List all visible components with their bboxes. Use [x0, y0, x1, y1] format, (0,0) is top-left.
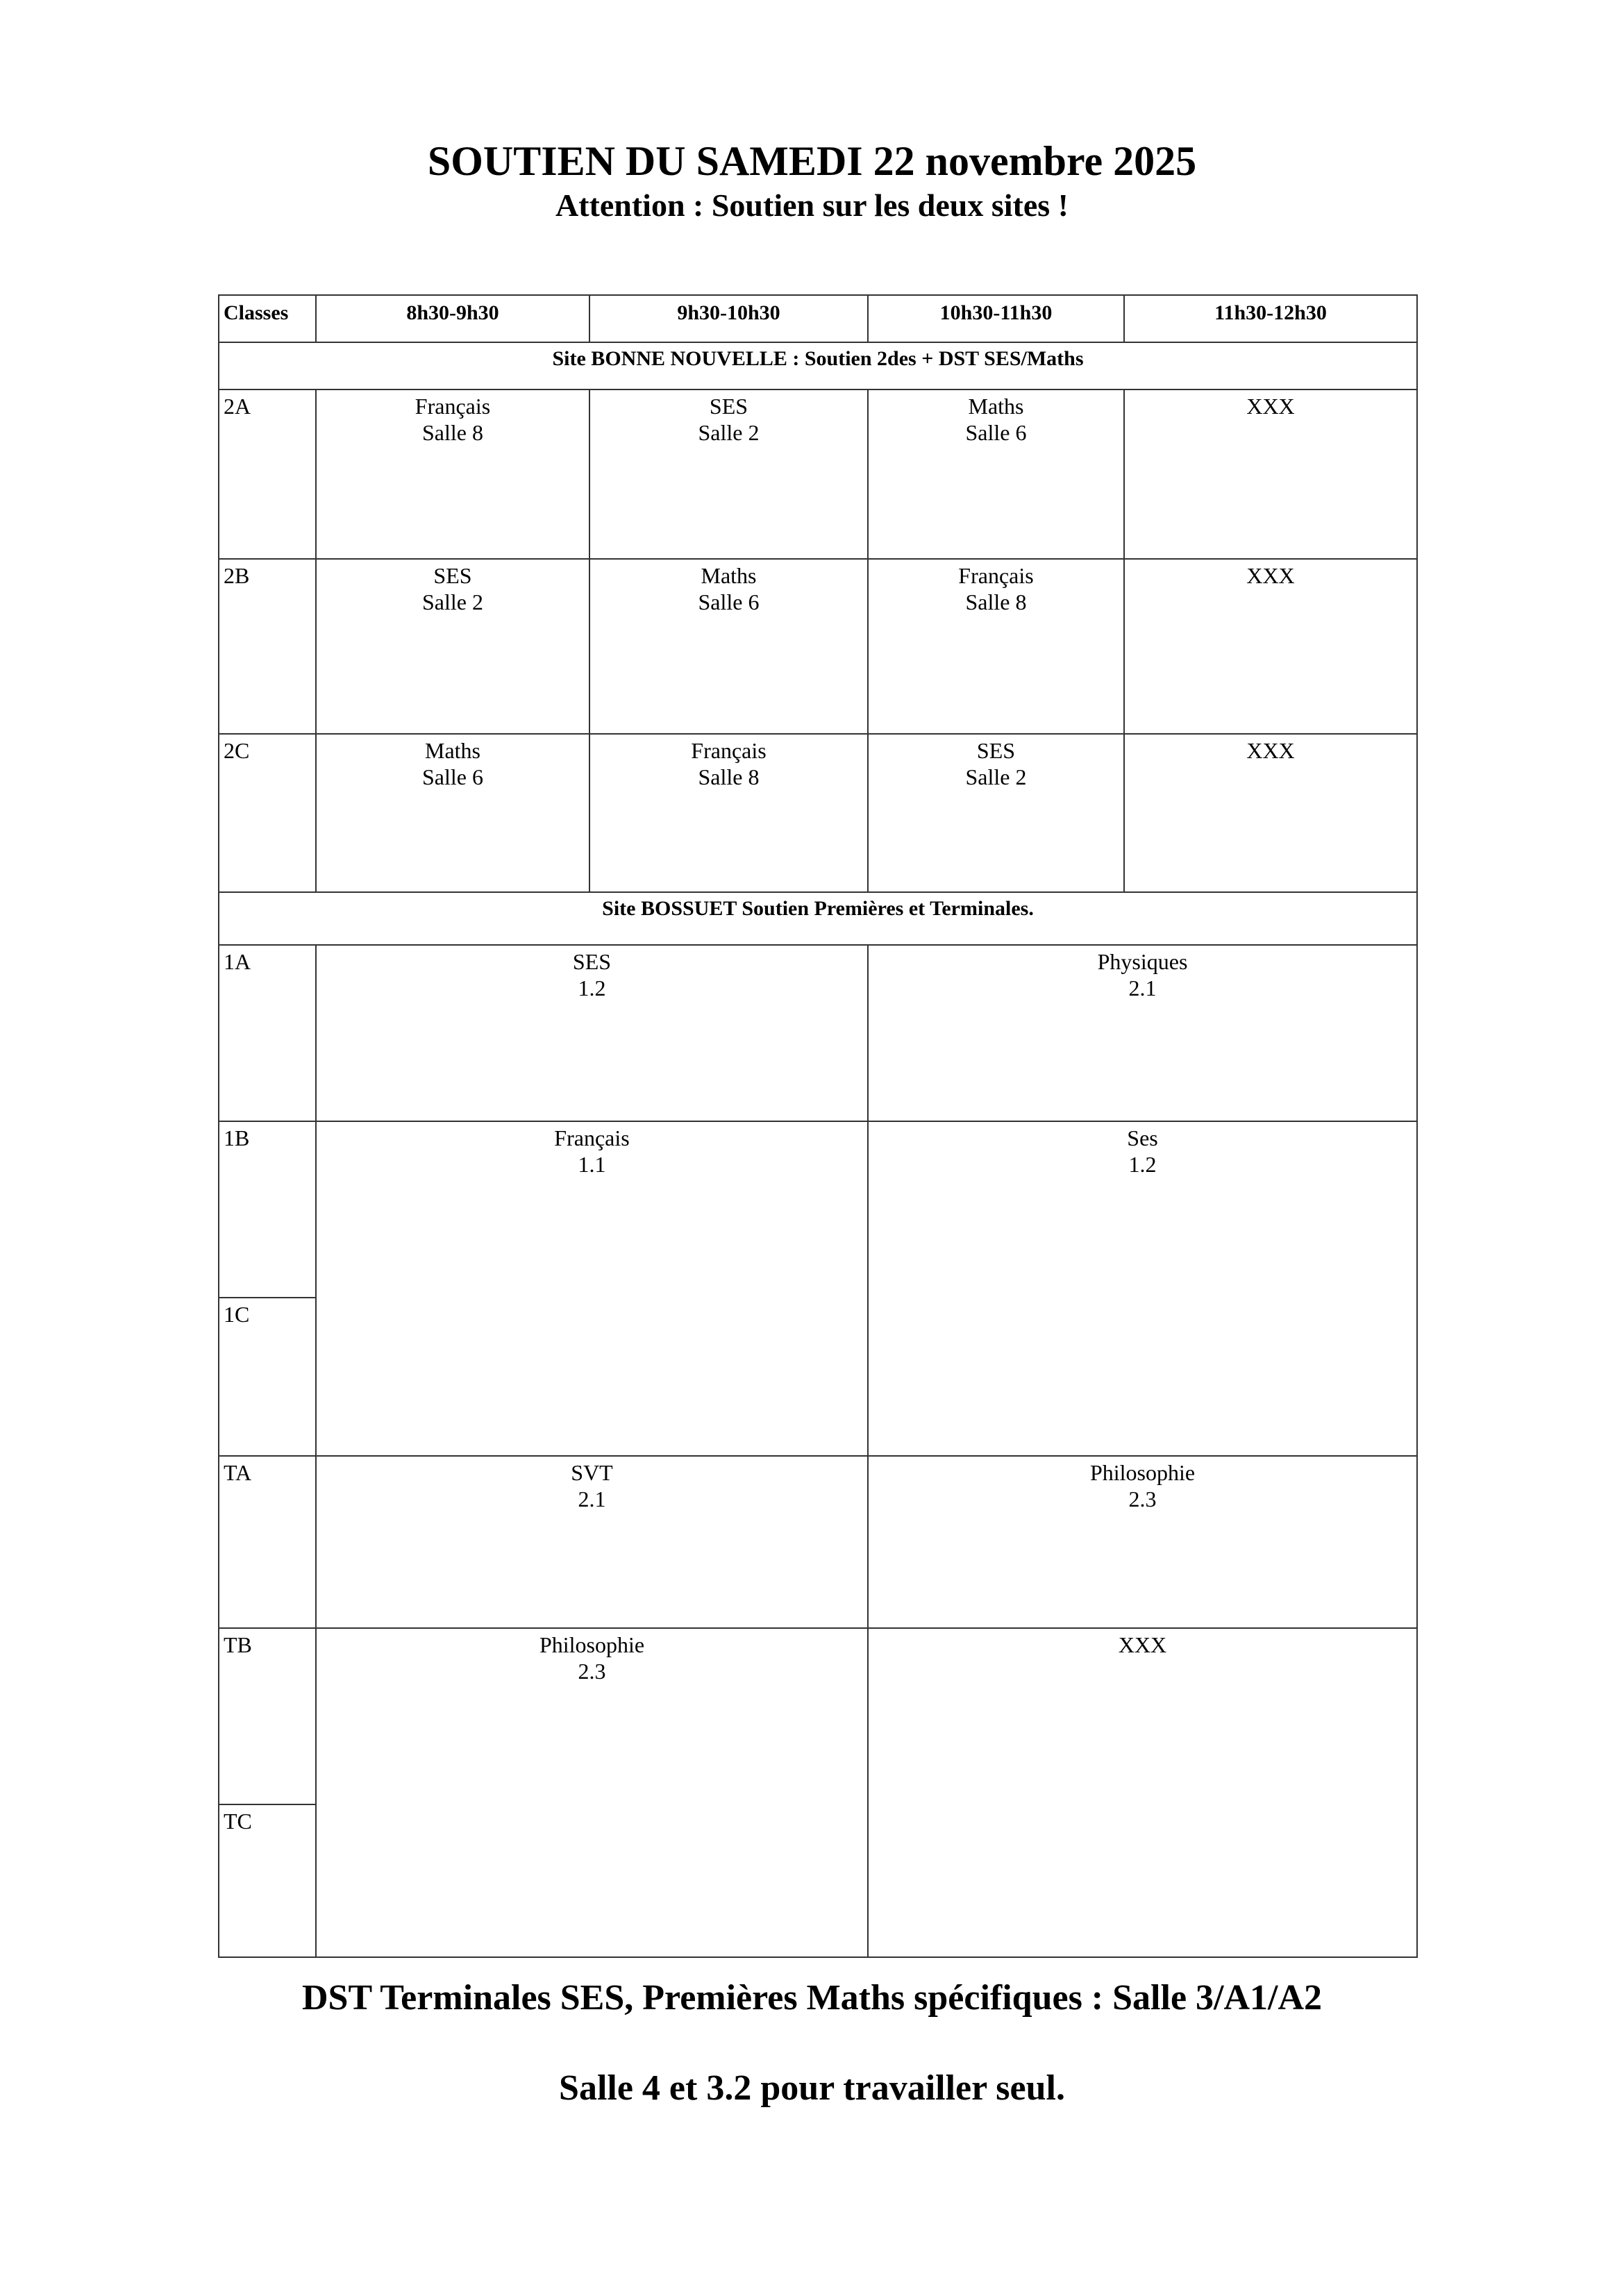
class-label: 2C [219, 734, 316, 892]
column-header-classes: Classes [219, 295, 316, 342]
subject-label: Philosophie [1089, 1460, 1196, 1485]
subject-label: Maths [425, 738, 480, 763]
header-row [219, 295, 1417, 342]
footer-note-dst: DST Terminales SES, Premières Maths spécifiques : Salle 3/A1/A2 [301, 1978, 1323, 2018]
slot-cell [868, 389, 1124, 559]
subject-label: Maths [968, 394, 1024, 419]
site-header-row [219, 342, 1417, 389]
slot-cell [868, 559, 1124, 734]
subject-label: Philosophie [539, 1632, 645, 1657]
slot-cell [868, 1121, 1417, 1456]
column-header-slot-4: 11h30-12h30 [1124, 295, 1417, 342]
room-label: Salle 6 [965, 420, 1027, 445]
table-row [219, 1121, 1417, 1298]
subject-label: XXX [1246, 738, 1295, 763]
room-label: Salle 2 [698, 420, 760, 445]
subject-label: SES [433, 563, 472, 588]
subject-label: SES [572, 949, 612, 974]
slot-cell [1124, 389, 1417, 559]
subject-label: SES [709, 394, 748, 419]
slot-cell [1124, 734, 1417, 892]
room-label: 2.1 [1128, 975, 1157, 1000]
table-row [219, 389, 1417, 559]
slot-cell [1124, 559, 1417, 734]
room-label: 1.1 [578, 1152, 606, 1177]
class-label: TB [219, 1628, 316, 1804]
slot-cell [316, 734, 589, 892]
subject-label: XXX [1246, 394, 1295, 419]
slot-cell [589, 559, 868, 734]
column-header-slot-2: 9h30-10h30 [589, 295, 868, 342]
slot-cell [868, 945, 1417, 1121]
table-row [219, 559, 1417, 734]
slot-cell [589, 734, 868, 892]
subject-label: Français [958, 563, 1034, 588]
subject-label: SES [976, 738, 1016, 763]
class-label: TA [219, 1456, 316, 1628]
slot-cell [868, 1456, 1417, 1628]
class-label: 2B [219, 559, 316, 734]
room-label: 1.2 [1128, 1152, 1157, 1177]
room-label: Salle 2 [965, 764, 1027, 789]
site-header-row [219, 892, 1417, 945]
subject-label: SVT [571, 1460, 613, 1485]
slot-cell [868, 734, 1124, 892]
subject-label: Ses [1127, 1125, 1158, 1150]
page-title: SOUTIEN DU SAMEDI 22 novembre 2025 [427, 138, 1197, 184]
slot-cell [316, 1456, 868, 1628]
slot-cell [316, 1121, 868, 1456]
column-header-slot-3: 10h30-11h30 [868, 295, 1124, 342]
site-title-bossuet: Site BOSSUET Soutien Premières et Terminales. [219, 892, 1417, 945]
schedule-table [218, 294, 1418, 1958]
subject-label: Physiques [1097, 949, 1188, 974]
subject-label: XXX [1246, 563, 1295, 588]
class-label: 1C [219, 1298, 316, 1456]
table-row [219, 1628, 1417, 1804]
class-label: 2A [219, 389, 316, 559]
slot-cell [868, 1628, 1417, 1957]
room-label: 2.3 [1128, 1486, 1157, 1511]
room-label: Salle 8 [422, 420, 483, 445]
class-label: 1B [219, 1121, 316, 1298]
room-label: Salle 6 [422, 764, 483, 789]
room-label: Salle 8 [965, 589, 1027, 614]
room-label: 2.3 [578, 1659, 606, 1684]
subject-label: Français [691, 738, 767, 763]
slot-cell [589, 389, 868, 559]
room-label: Salle 8 [698, 764, 760, 789]
subject-label: XXX [1118, 1632, 1167, 1657]
subject-label: Français [415, 394, 491, 419]
room-label: Salle 6 [698, 589, 760, 614]
class-label: TC [219, 1804, 316, 1957]
slot-cell [316, 945, 868, 1121]
room-label: 1.2 [578, 975, 606, 1000]
page-subtitle: Attention : Soutien sur les deux sites ! [555, 187, 1069, 223]
class-label: 1A [219, 945, 316, 1121]
table-row [219, 945, 1417, 1121]
footer-note-rooms: Salle 4 et 3.2 pour travailler seul. [559, 2068, 1065, 2108]
slot-cell [316, 1628, 868, 1957]
slot-cell [316, 559, 589, 734]
room-label: 2.1 [578, 1486, 606, 1511]
room-label: Salle 2 [422, 589, 483, 614]
site-title-bonne-nouvelle: Site BONNE NOUVELLE : Soutien 2des + DST SES/Maths [219, 342, 1417, 389]
table-row [219, 1456, 1417, 1628]
column-header-slot-1: 8h30-9h30 [316, 295, 589, 342]
slot-cell [316, 389, 589, 559]
subject-label: Français [554, 1125, 630, 1150]
table-row [219, 734, 1417, 892]
subject-label: Maths [701, 563, 757, 588]
